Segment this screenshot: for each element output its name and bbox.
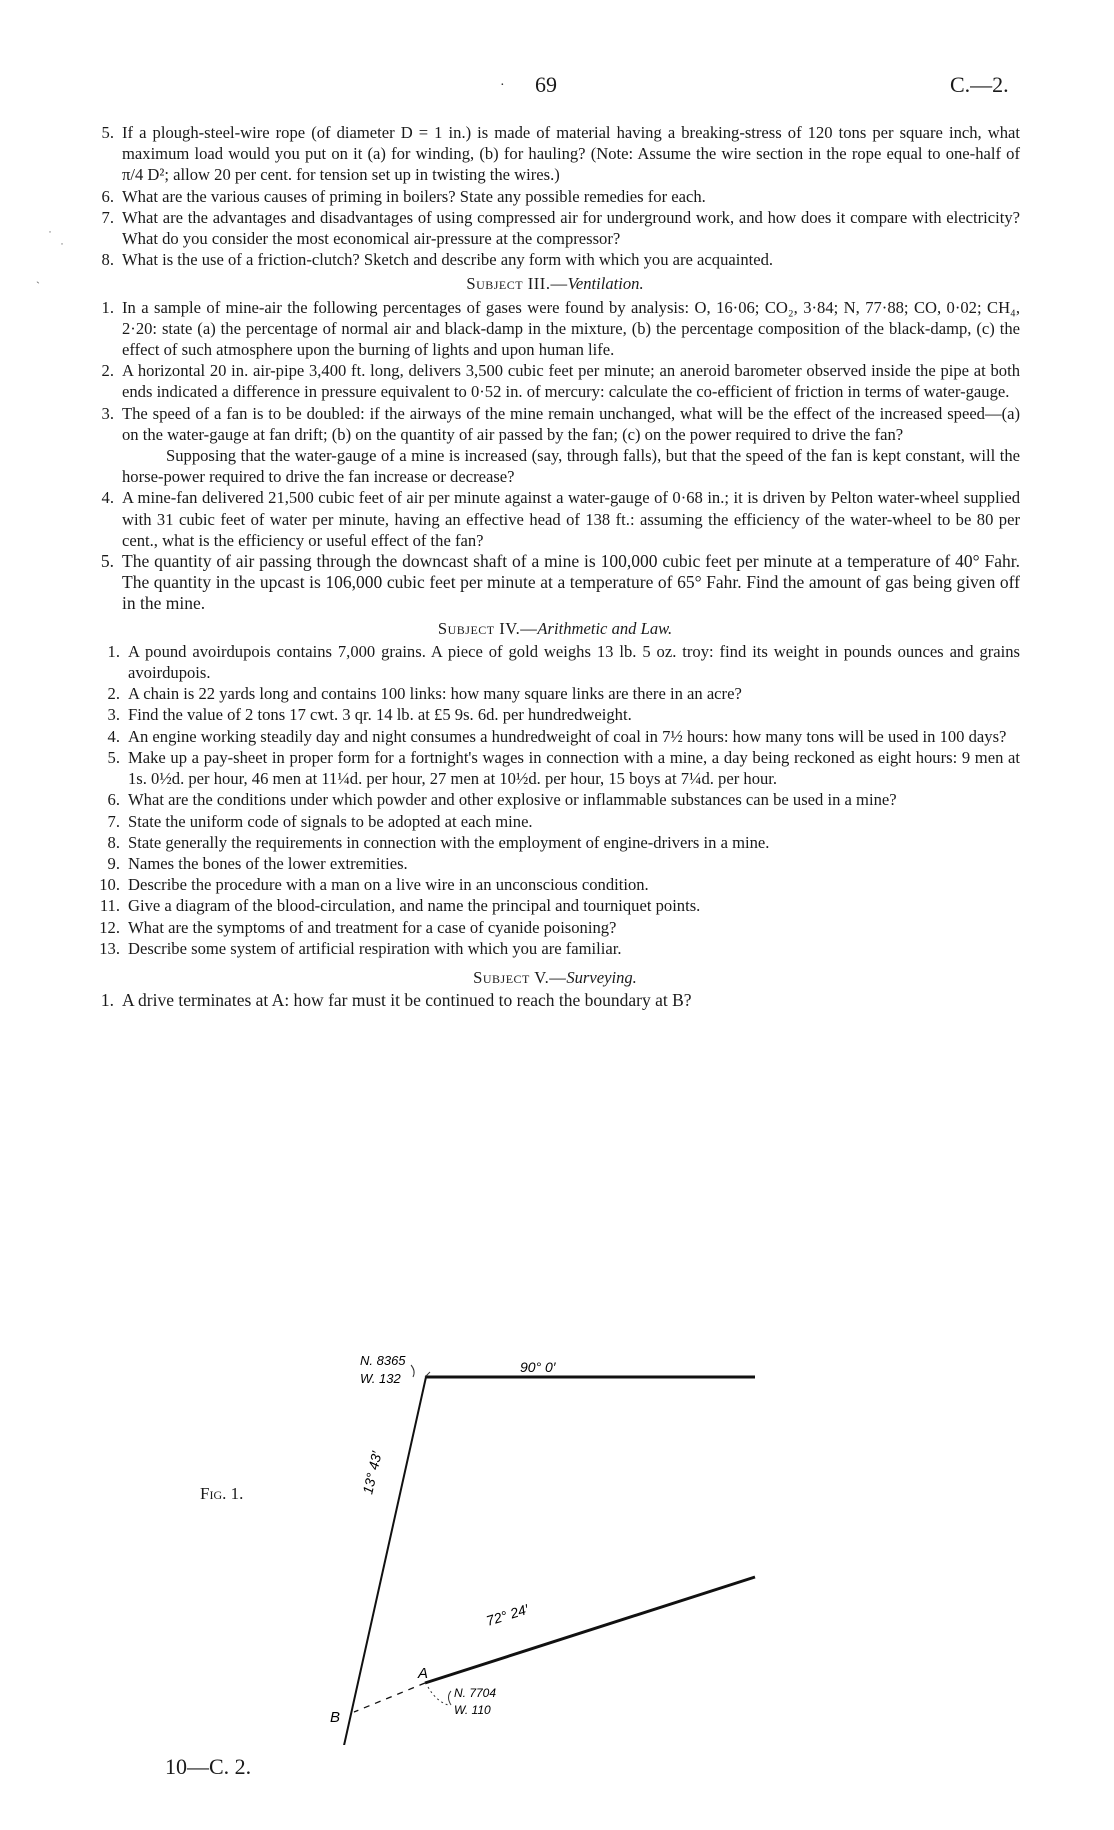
question-number: 4. bbox=[107, 726, 120, 746]
survey-figure bbox=[330, 1325, 770, 1745]
a-coord-west: W. 110 bbox=[454, 1703, 491, 1717]
question bbox=[90, 811, 1020, 832]
question-text: A drive terminates at A: how far must it be continued to reach the boundary at B? bbox=[122, 990, 692, 1011]
question bbox=[90, 938, 1020, 959]
subject3-questions bbox=[90, 297, 1020, 615]
header-dot: · bbox=[500, 78, 505, 93]
subject-prefix: Subject IV.— bbox=[437, 618, 538, 638]
question-number: 2. bbox=[107, 684, 120, 704]
question-text: Make up a pay-sheet in proper form for a fortnight's wages in connection with a mine, a day being reckoned as eight hours: 9 men at 1s. 0½d. per hour, 46 men at 11¼d. per hour, 27 men at 10½d. per hour, 15 boys at 7¼d. per hour. bbox=[128, 747, 1020, 789]
question-number: 8. bbox=[107, 832, 120, 852]
question bbox=[90, 789, 1020, 810]
margin-mark: ˙ bbox=[48, 228, 52, 242]
margin-mark: ˙ bbox=[60, 240, 64, 254]
question bbox=[90, 297, 1020, 361]
question-text: Give a diagram of the blood-circulation, and name the principal and tourniquet points. bbox=[128, 896, 701, 916]
question-number: 5. bbox=[100, 551, 114, 572]
question-text: What are the conditions under which powder and other explosive or inflammable substances can be used in a mine? bbox=[128, 790, 897, 810]
question bbox=[90, 917, 1020, 938]
question bbox=[90, 704, 1020, 725]
page-number: 69 bbox=[535, 72, 557, 97]
question-text: What is the use of a friction-clutch? Sketch and describe any form with which you are acquainted. bbox=[122, 250, 774, 270]
question-text: State generally the requirements in connection with the employment of engine-drivers in a mine. bbox=[128, 832, 770, 852]
question-number: 8. bbox=[101, 250, 114, 270]
figure-label: Fig. 1. bbox=[200, 1484, 244, 1503]
question-text: A mine-fan delivered 21,500 cubic feet of air per minute against a water-gauge of 0·68 in.; it is driven by Pelton water-wheel supplied with 31 cubic feet of water per minute, having an effective head of 138 ft.: assuming the efficiency of the water-wheel to be 80 per cent., what is the efficiency or useful effect of the fan? bbox=[122, 488, 1020, 550]
question-text: The speed of a fan is to be doubled: if the airways of the mine remain unchanged, what will be the effect of the increased speed—(a) on the water-gauge at fan drift; (b) on the quantity of air passed by the fan; (c) on the power required to drive the fan? bbox=[122, 403, 1020, 444]
question-text: Names the bones of the lower extremities. bbox=[128, 853, 408, 873]
subject5-heading bbox=[90, 967, 1020, 988]
question bbox=[90, 641, 1020, 683]
question-number: 3. bbox=[107, 705, 120, 725]
question-number: 3. bbox=[101, 403, 114, 423]
document-reference: C.—2. bbox=[950, 72, 1009, 97]
question bbox=[90, 487, 1020, 551]
question-text: In a sample of mine-air the following percentages of gases were found by analysis: O, 16·06; CO₂, 3·84; N, 77·88; CO, 0·02; CH₄, 2·20: state (a) the percentage of normal air and black-damp in the mixture, (b) the percentage composition of the black-damp, (c) the effect of such atmosphere upon the burning of lights and upon human life. bbox=[122, 297, 1020, 360]
question-number: 1. bbox=[107, 641, 120, 661]
question bbox=[90, 853, 1020, 874]
bearing-drive: 72° 24′ bbox=[484, 1600, 531, 1629]
question-text: What are the symptoms of and treatment for a case of cyanide poisoning? bbox=[128, 917, 617, 937]
question-number: 4. bbox=[101, 488, 114, 508]
question-number: 2. bbox=[101, 361, 114, 381]
question-text: Describe some system of artificial respiration with which you are familiar. bbox=[128, 938, 622, 958]
subject5-questions bbox=[90, 990, 1020, 1011]
question-text: A chain is 22 yards long and contains 100 links: how many square links are there in an acre? bbox=[128, 684, 742, 704]
coord-brace bbox=[449, 1691, 452, 1705]
continuation-dashed-line bbox=[354, 1683, 425, 1712]
question-text: What are the various causes of priming in boilers? State any possible remedies for each. bbox=[122, 186, 706, 206]
coord-leader bbox=[428, 1687, 448, 1705]
question bbox=[90, 832, 1020, 853]
question-number: 11. bbox=[99, 896, 120, 916]
point-b-label: B bbox=[330, 1709, 341, 1726]
subject-prefix: Subject III.— bbox=[466, 274, 568, 294]
footer-reference: 10—C. 2. bbox=[165, 1754, 252, 1779]
question bbox=[90, 747, 1020, 789]
question-text: An engine working steadily day and night consumes a hundredweight of coal in 7½ hours: how many tons will be used in 100 days? bbox=[128, 726, 1007, 746]
a-coord-north: N. 7704 bbox=[454, 1686, 497, 1700]
drive-line bbox=[425, 1577, 755, 1683]
top-coord-north: N. 8365 bbox=[360, 1353, 406, 1368]
top-coord-west: W. 132 bbox=[360, 1371, 401, 1386]
question bbox=[90, 551, 1020, 615]
question-text: If a plough-steel-wire rope (of diameter D = 1 in.) is made of material having a breaking-stress of 120 tons per square inch, what maximum load would you put on it (a) for winding, (b) for hauling? (Note: Assume the wire section in the rope equal to one-half of π/4 D²; allow 20 per cent. for tension set up in twisting the wires.) bbox=[122, 123, 1020, 185]
question bbox=[90, 726, 1020, 747]
question bbox=[90, 360, 1020, 402]
subject4-questions bbox=[90, 641, 1020, 959]
question bbox=[90, 122, 1020, 186]
question bbox=[90, 249, 1020, 270]
question-text: A horizontal 20 in. air-pipe 3,400 ft. long, delivers 3,500 cubic feet per minute; an aneroid barometer observed inside the pipe at both ends indicated a difference in pressure equivalent to 0·52 in. of mercury: calculate the co-efficient of friction in terms of water-gauge. bbox=[122, 361, 1020, 402]
question-number: 1. bbox=[101, 297, 114, 317]
question-text: The quantity of air passing through the downcast shaft of a mine is 100,000 cubic feet per minute at a temperature of 40° Fahr. The quantity in the upcast is 106,000 cubic feet per minute at a temperature of 65° Fahr. Find the amount of gas being given off in the mine. bbox=[122, 551, 1020, 614]
question-number: 13. bbox=[99, 938, 120, 958]
question bbox=[90, 990, 1020, 1011]
question-number: 6. bbox=[107, 790, 120, 810]
question-number: 7. bbox=[101, 207, 114, 227]
question-continuation: Supposing that the water-gauge of a mine is increased (say, through falls), but that the speed of the fan is kept constant, will the horse-power required to drive the fan increase or decrease? bbox=[122, 446, 1020, 487]
question-number: 12. bbox=[99, 917, 120, 937]
subject-title: Arithmetic and Law. bbox=[537, 618, 673, 638]
question bbox=[90, 207, 1020, 249]
question bbox=[90, 874, 1020, 895]
question-text: Describe the procedure with a man on a live wire in an unconscious condition. bbox=[128, 875, 649, 895]
question bbox=[90, 895, 1020, 916]
question-number: 1. bbox=[100, 990, 114, 1011]
question-text: State the uniform code of signals to be adopted at each mine. bbox=[128, 811, 533, 831]
question-text: What are the advantages and disadvantages of using compressed air for underground work, and how does it compare with electricity? What do you consider the most economical air-pressure at the compressor? bbox=[122, 207, 1020, 249]
question-number: 9. bbox=[107, 853, 120, 873]
margin-mark: ˏ bbox=[36, 270, 40, 284]
subject-title: Ventilation. bbox=[567, 274, 644, 294]
question-text: Find the value of 2 tons 17 cwt. 3 qr. 14 lb. at £5 9s. 6d. per hundredweight. bbox=[128, 705, 632, 725]
subject-title: Surveying. bbox=[566, 967, 637, 987]
question-number: 10. bbox=[99, 875, 120, 895]
question-number: 7. bbox=[107, 811, 120, 831]
bearing-left: 13° 43′ bbox=[359, 1449, 385, 1496]
boundary-line-left bbox=[343, 1377, 429, 1745]
question bbox=[90, 683, 1020, 704]
question-number: 5. bbox=[101, 123, 114, 142]
question bbox=[90, 186, 1020, 207]
subject-prefix: Subject V.— bbox=[473, 967, 567, 987]
subject4-heading bbox=[90, 618, 1020, 639]
question-number: 5. bbox=[107, 747, 120, 767]
subject2-continued bbox=[90, 122, 1020, 270]
question-text: A pound avoirdupois contains 7,000 grains. A piece of gold weighs 13 lb. 5 oz. troy: find its weight in pounds ounces and grains avoirdupois. bbox=[128, 641, 1020, 683]
exam-questions bbox=[90, 122, 1020, 1011]
survey-diagram bbox=[330, 1325, 770, 1745]
coord-brace bbox=[411, 1365, 414, 1377]
question-number: 6. bbox=[101, 186, 114, 206]
question bbox=[90, 403, 1020, 445]
point-a-label: A bbox=[418, 1665, 429, 1682]
subject3-heading bbox=[90, 273, 1020, 294]
bearing-top: 90° 0′ bbox=[520, 1359, 556, 1375]
